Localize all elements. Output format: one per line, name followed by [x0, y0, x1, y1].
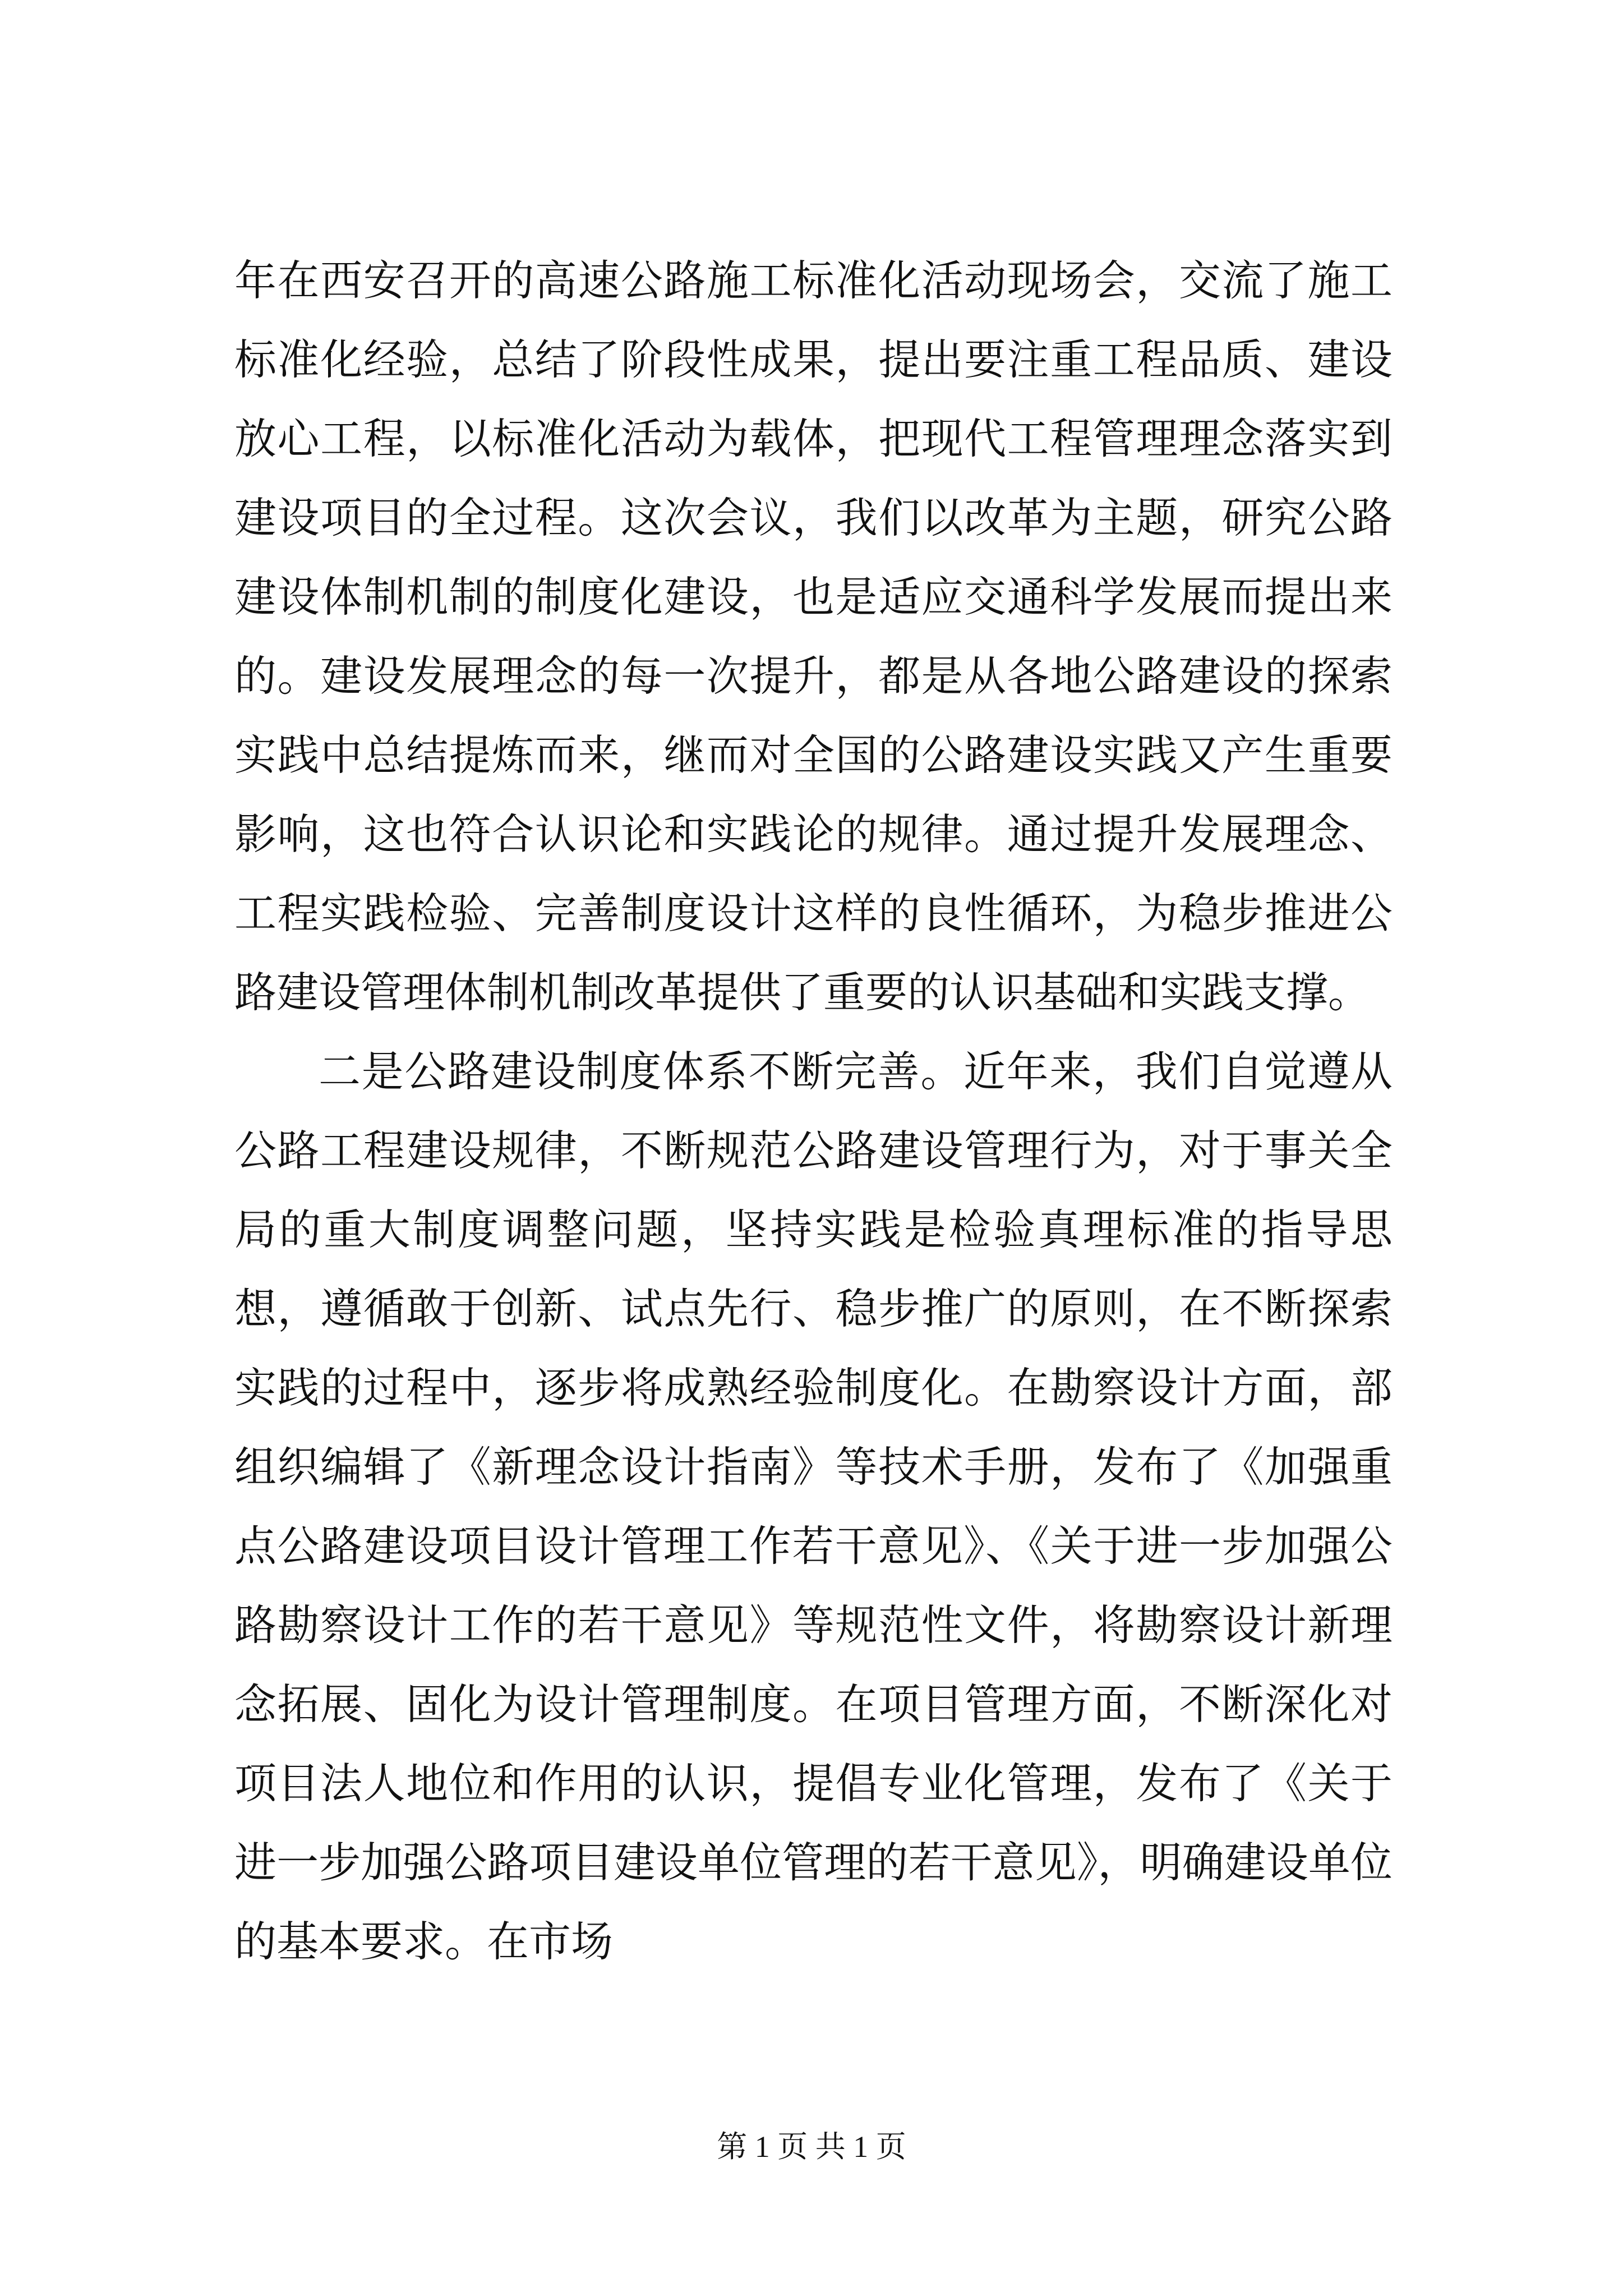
document-body [234, 241, 1393, 1981]
paragraph-construction-system: 二是公路建设制度体系不断完善。近年来，我们自觉遵从公路工程建设规律，不断规范公路建设管理行为，对于事关全局的重大制度调整问题，坚持实践是检验真理标准的指导思想，遵循敢于创新、试点先行、稳步推广的原则，在不断探索实践的过程中，逐步将成熟经验制度化。在勘察设计方面，部组织编辑了《新理念设计指南》等技术手册，发布了《加强重点公路建设项目设计管理工作若干意见》、《关于进一步加强公路勘察设计工作的若干意见》等规范性文件，将勘察设计新理念拓展、固化为设计管理制度。在项目管理方面，不断深化对项目法人地位和作用的认识，提倡专业化管理，发布了《关于进一步加强公路项目建设单位管理的若干意见》，明确建设单位的基本要求。在市场 [234, 1047, 1393, 1966]
page-number-footer: 第 1 页 共 1 页 [717, 2130, 906, 2164]
paragraph-continuation: 年在西安召开的高速公路施工标准化活动现场会，交流了施工标准化经验，总结了阶段性成果，提出要注重工程品质、建设放心工程，以标准化活动为载体，把现代工程管理理念落实到建设项目的全过程。这次会议，我们以改革为主题，研究公路建设体制机制的制度化建设，也是适应交通科学发展而提出来的。建设发展理念的每一次提升，都是从各地公路建设的探索实践中总结提炼而来，继而对全国的公路建设实践又产生重要影响，这也符合认识论和实践论的规律。通过提升发展理念、工程实践检验、完善制度设计这样的良性循环，为稳步推进公路建设管理体制机制改革提供了重要的认识基础和实践支撑。 [234, 256, 1393, 1017]
